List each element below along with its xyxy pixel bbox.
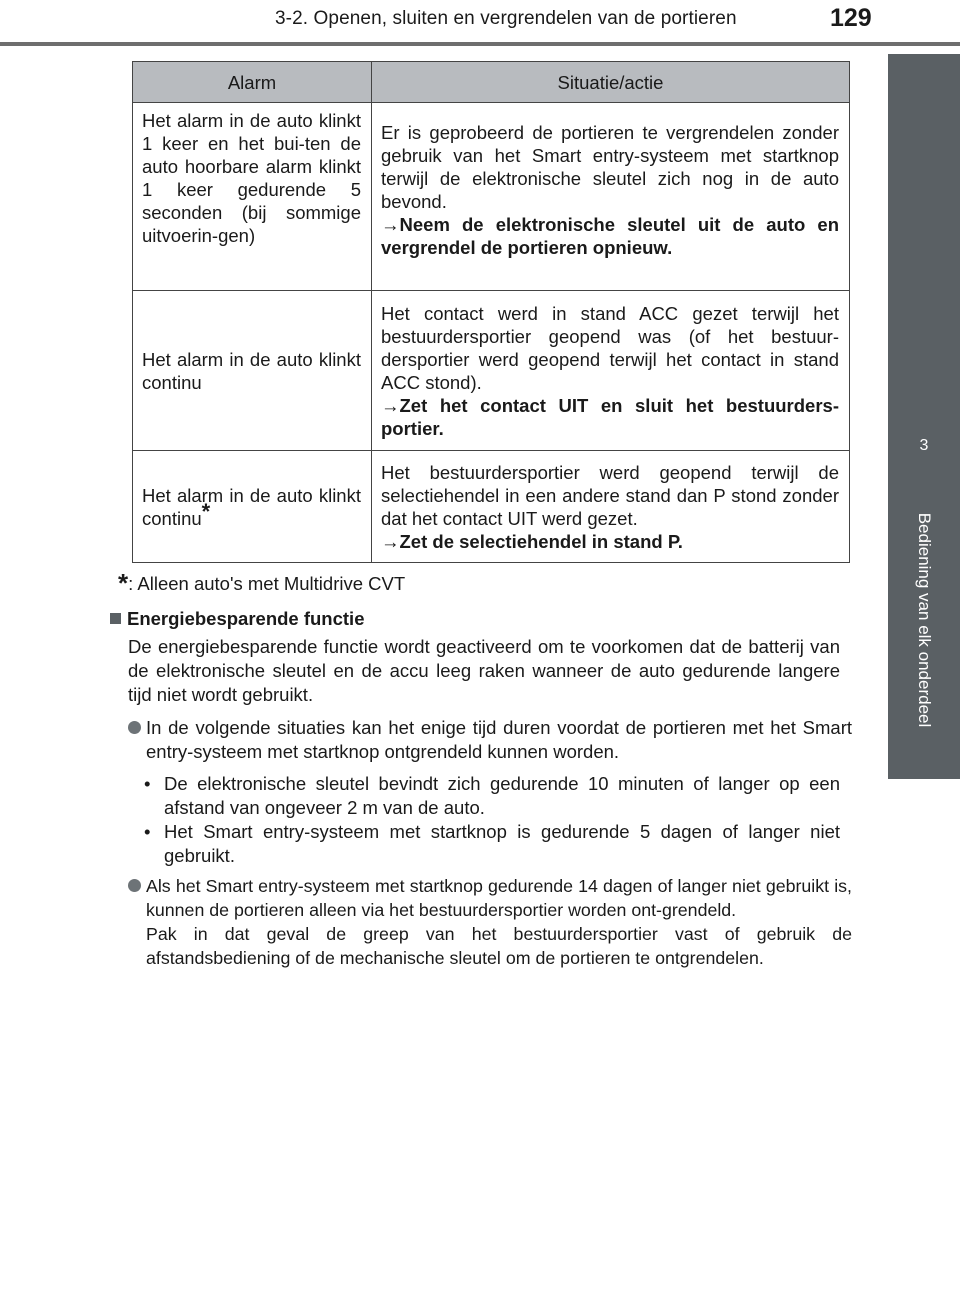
footnote-star: * [118,568,129,598]
intro-paragraph: De energiebesparende functie wordt geactiveerd om te voorkomen dat de batterij van de elektronische sleutel en de accu leeg raken wanneer de auto gedurende langere tijd niet wordt gebruikt. [128,636,840,705]
table-header-row [133,62,850,103]
footnote-marker: * [201,498,211,524]
action-text [381,530,839,553]
sub-list-item-text: Het Smart entry-systeem met startknop is gedurende 5 dagen of langer niet gebruikt. [164,821,840,866]
arrow-icon: → [381,214,400,235]
section-heading: 3-2. Openen, sluiten en vergrendelen van de portieren [275,8,737,29]
sub-list-item-text: De elektronische sleutel bevindt zich gedurende 10 minuten of langer op een afstand van ongeveer 2 m van de auto. [164,773,840,818]
situation-cell [372,451,850,563]
list-item [128,716,852,764]
bullet-icon: • [144,821,151,842]
alarm-text: Het alarm in de auto klinkt continu [142,348,361,393]
square-bullet-icon [110,613,121,624]
sub-list-item [144,772,840,820]
circle-bullet-icon [128,879,141,892]
circle-bullet-icon [128,721,141,734]
arrow-icon: → [381,394,400,416]
chapter-label: Bediening van elk onderdeel [915,512,934,728]
bullet-icon: • [144,773,151,794]
alarm-cell [133,103,372,291]
sub-list-item [144,820,840,868]
situation-cell [372,291,850,451]
situation-text: Het contact werd in stand ACC gezet terwijl het bestuurdersportier geopend was (of het bestuur-dersportier werd geopend terwijl het contact in stand ACC stond). [381,302,839,393]
chapter-number: 3 [888,418,960,474]
list-item-text: In de volgende situaties kan het enige tijd duren voordat de portieren met het Smart entry-systeem met startknop ontgrendeld kunnen worden. [146,717,852,762]
situation-text: Het bestuurdersportier werd geopend terwijl de selectiehendel in een andere stand dan P stond zonder dat het contact UIT werd gezet. [381,461,839,529]
arrow-icon: → [381,530,400,552]
column-header-situation: Situatie/actie [372,62,850,103]
action-text [381,213,839,259]
table-row [133,103,850,291]
action-label: Neem de elektronische sleutel uit de auto en vergrendel de portieren opnieuw. [381,214,839,258]
header-divider [0,42,960,46]
table-row [133,291,850,451]
action-text [381,394,839,440]
action-label: Zet het contact UIT en sluit het bestuurders-portier. [381,394,839,439]
alarm-table [132,61,850,563]
page-number: 129 [830,4,872,32]
action-label: Zet de selectiehendel in stand P. [399,530,683,552]
alarm-text: Het alarm in de auto klinkt 1 keer en het bui-ten de auto hoorbare alarm klinkt 1 keer gedurende 5 seconden (bij sommige uitvoerin-gen) [142,110,361,246]
alarm-text: Het alarm in de auto klinkt continu [142,484,361,529]
list-item-text: Als het Smart entry-systeem met startknop gedurende 14 dagen of langer niet gebruikt is, kunnen de portieren alleen via het bestuurdersportier worden ont-grendeld. [146,876,852,920]
column-header-alarm: Alarm [133,62,372,103]
list-item-followup: Pak in dat geval de greep van het bestuurdersportier vast of gebruik de afstandsbediening of de mechanische sleutel om de portieren te ontgrendelen. [146,924,852,968]
footnote-text: : Alleen auto's met Multidrive CVT [128,573,406,594]
situation-text: Er is geprobeerd de portieren te vergrendelen zonder gebruik van het Smart entry-systeem met startknop terwijl de elektronische sleutel zich nog in de auto bevond. [381,122,839,212]
section-title-text: Energiebesparende functie [127,608,365,629]
situation-cell [372,103,850,291]
table-footnote [118,568,405,599]
list-item [128,874,852,970]
table-row [133,451,850,563]
alarm-cell [133,451,372,563]
section-title [110,608,364,630]
alarm-cell [133,291,372,451]
